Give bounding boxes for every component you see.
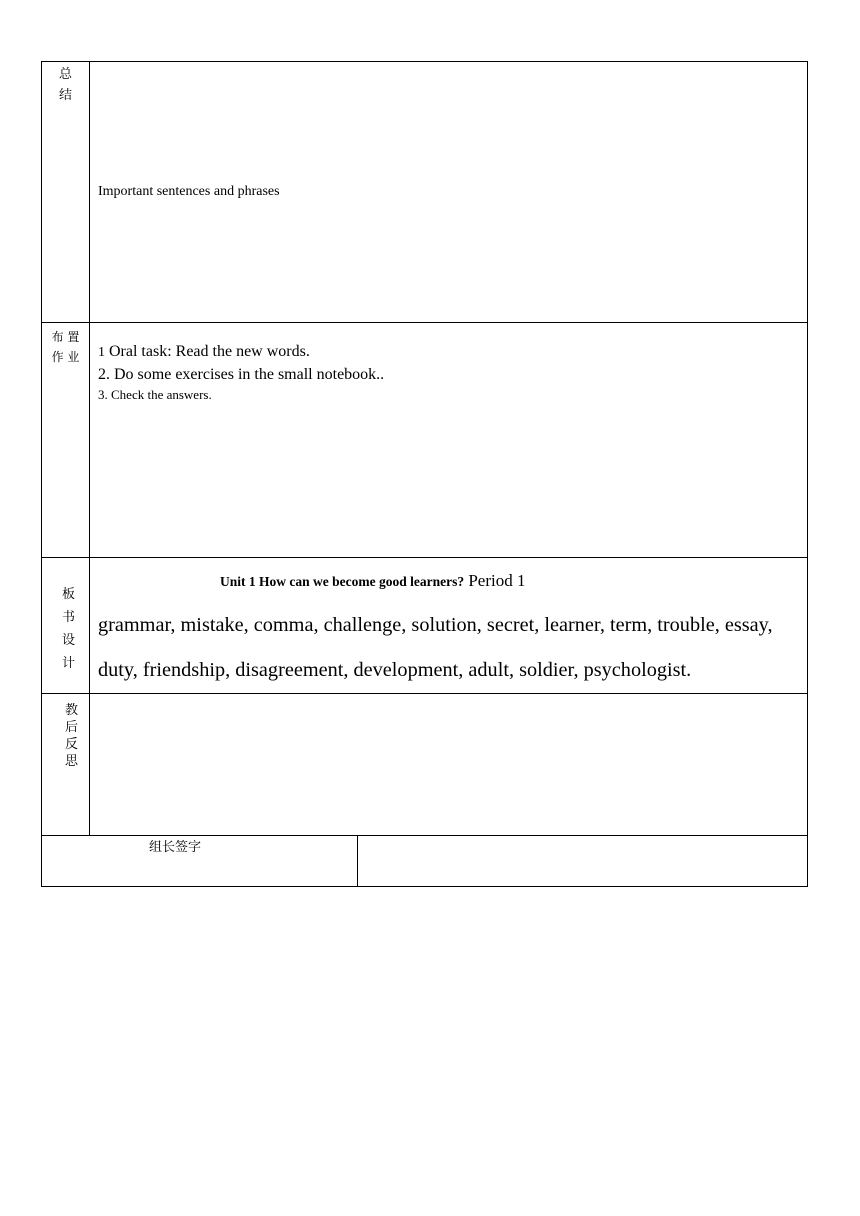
reflection-label-char: 反 — [64, 737, 78, 752]
homework-item-number: 1 — [98, 345, 105, 360]
board-design-label-char: 计 — [61, 656, 75, 671]
summary-row — [42, 62, 807, 323]
board-design-label-char: 书 — [61, 610, 75, 625]
board-design-content-cell — [90, 558, 807, 693]
homework-row — [42, 323, 807, 558]
homework-item: 3. Check the answers. — [98, 387, 212, 402]
board-design-label-char: 板 — [61, 587, 75, 602]
signature-row — [42, 836, 807, 886]
homework-item-text: Oral task: Read the new words. — [105, 343, 310, 360]
reflection-content-cell — [90, 694, 807, 835]
homework-item — [98, 343, 310, 361]
homework-item: 2. Do some exercises in the small notebook.. — [98, 366, 385, 383]
reflection-label-cell — [42, 694, 90, 835]
homework-content-cell — [90, 323, 807, 557]
board-design-label — [45, 583, 92, 675]
board-design-words-line: grammar, mistake, comma, challenge, solution, secret, learner, term, trouble, essay, — [98, 614, 773, 636]
reflection-label-char: 教 — [64, 703, 78, 718]
summary-label-char: 总 — [58, 67, 72, 82]
board-design-row — [42, 558, 807, 694]
board-design-title — [220, 571, 525, 591]
summary-label — [42, 66, 89, 104]
homework-label-line: 作 业 — [51, 350, 80, 364]
signature-label-cell — [42, 836, 358, 886]
board-design-label-char: 设 — [61, 633, 75, 648]
summary-content-cell — [90, 62, 807, 322]
homework-label — [42, 327, 89, 367]
reflection-label-char: 后 — [64, 720, 78, 735]
signature-field — [358, 836, 807, 886]
board-design-title-unit: Unit 1 How can we become good learners? — [220, 574, 465, 589]
summary-content: Important sentences and phrases — [98, 184, 280, 199]
board-design-label-cell — [42, 558, 90, 693]
reflection-label — [48, 702, 95, 770]
summary-label-cell — [42, 62, 90, 322]
signature-label: 组长签字 — [149, 840, 202, 855]
board-design-words-line: duty, friendship, disagreement, development, adult, soldier, psychologist. — [98, 659, 692, 681]
summary-label-char: 结 — [58, 88, 72, 103]
reflection-label-char: 思 — [64, 754, 78, 769]
lesson-plan-table — [41, 61, 808, 887]
homework-label-cell — [42, 323, 90, 557]
homework-label-line: 布 置 — [51, 330, 80, 344]
reflection-row — [42, 694, 807, 836]
board-design-title-period: Period 1 — [464, 571, 526, 590]
